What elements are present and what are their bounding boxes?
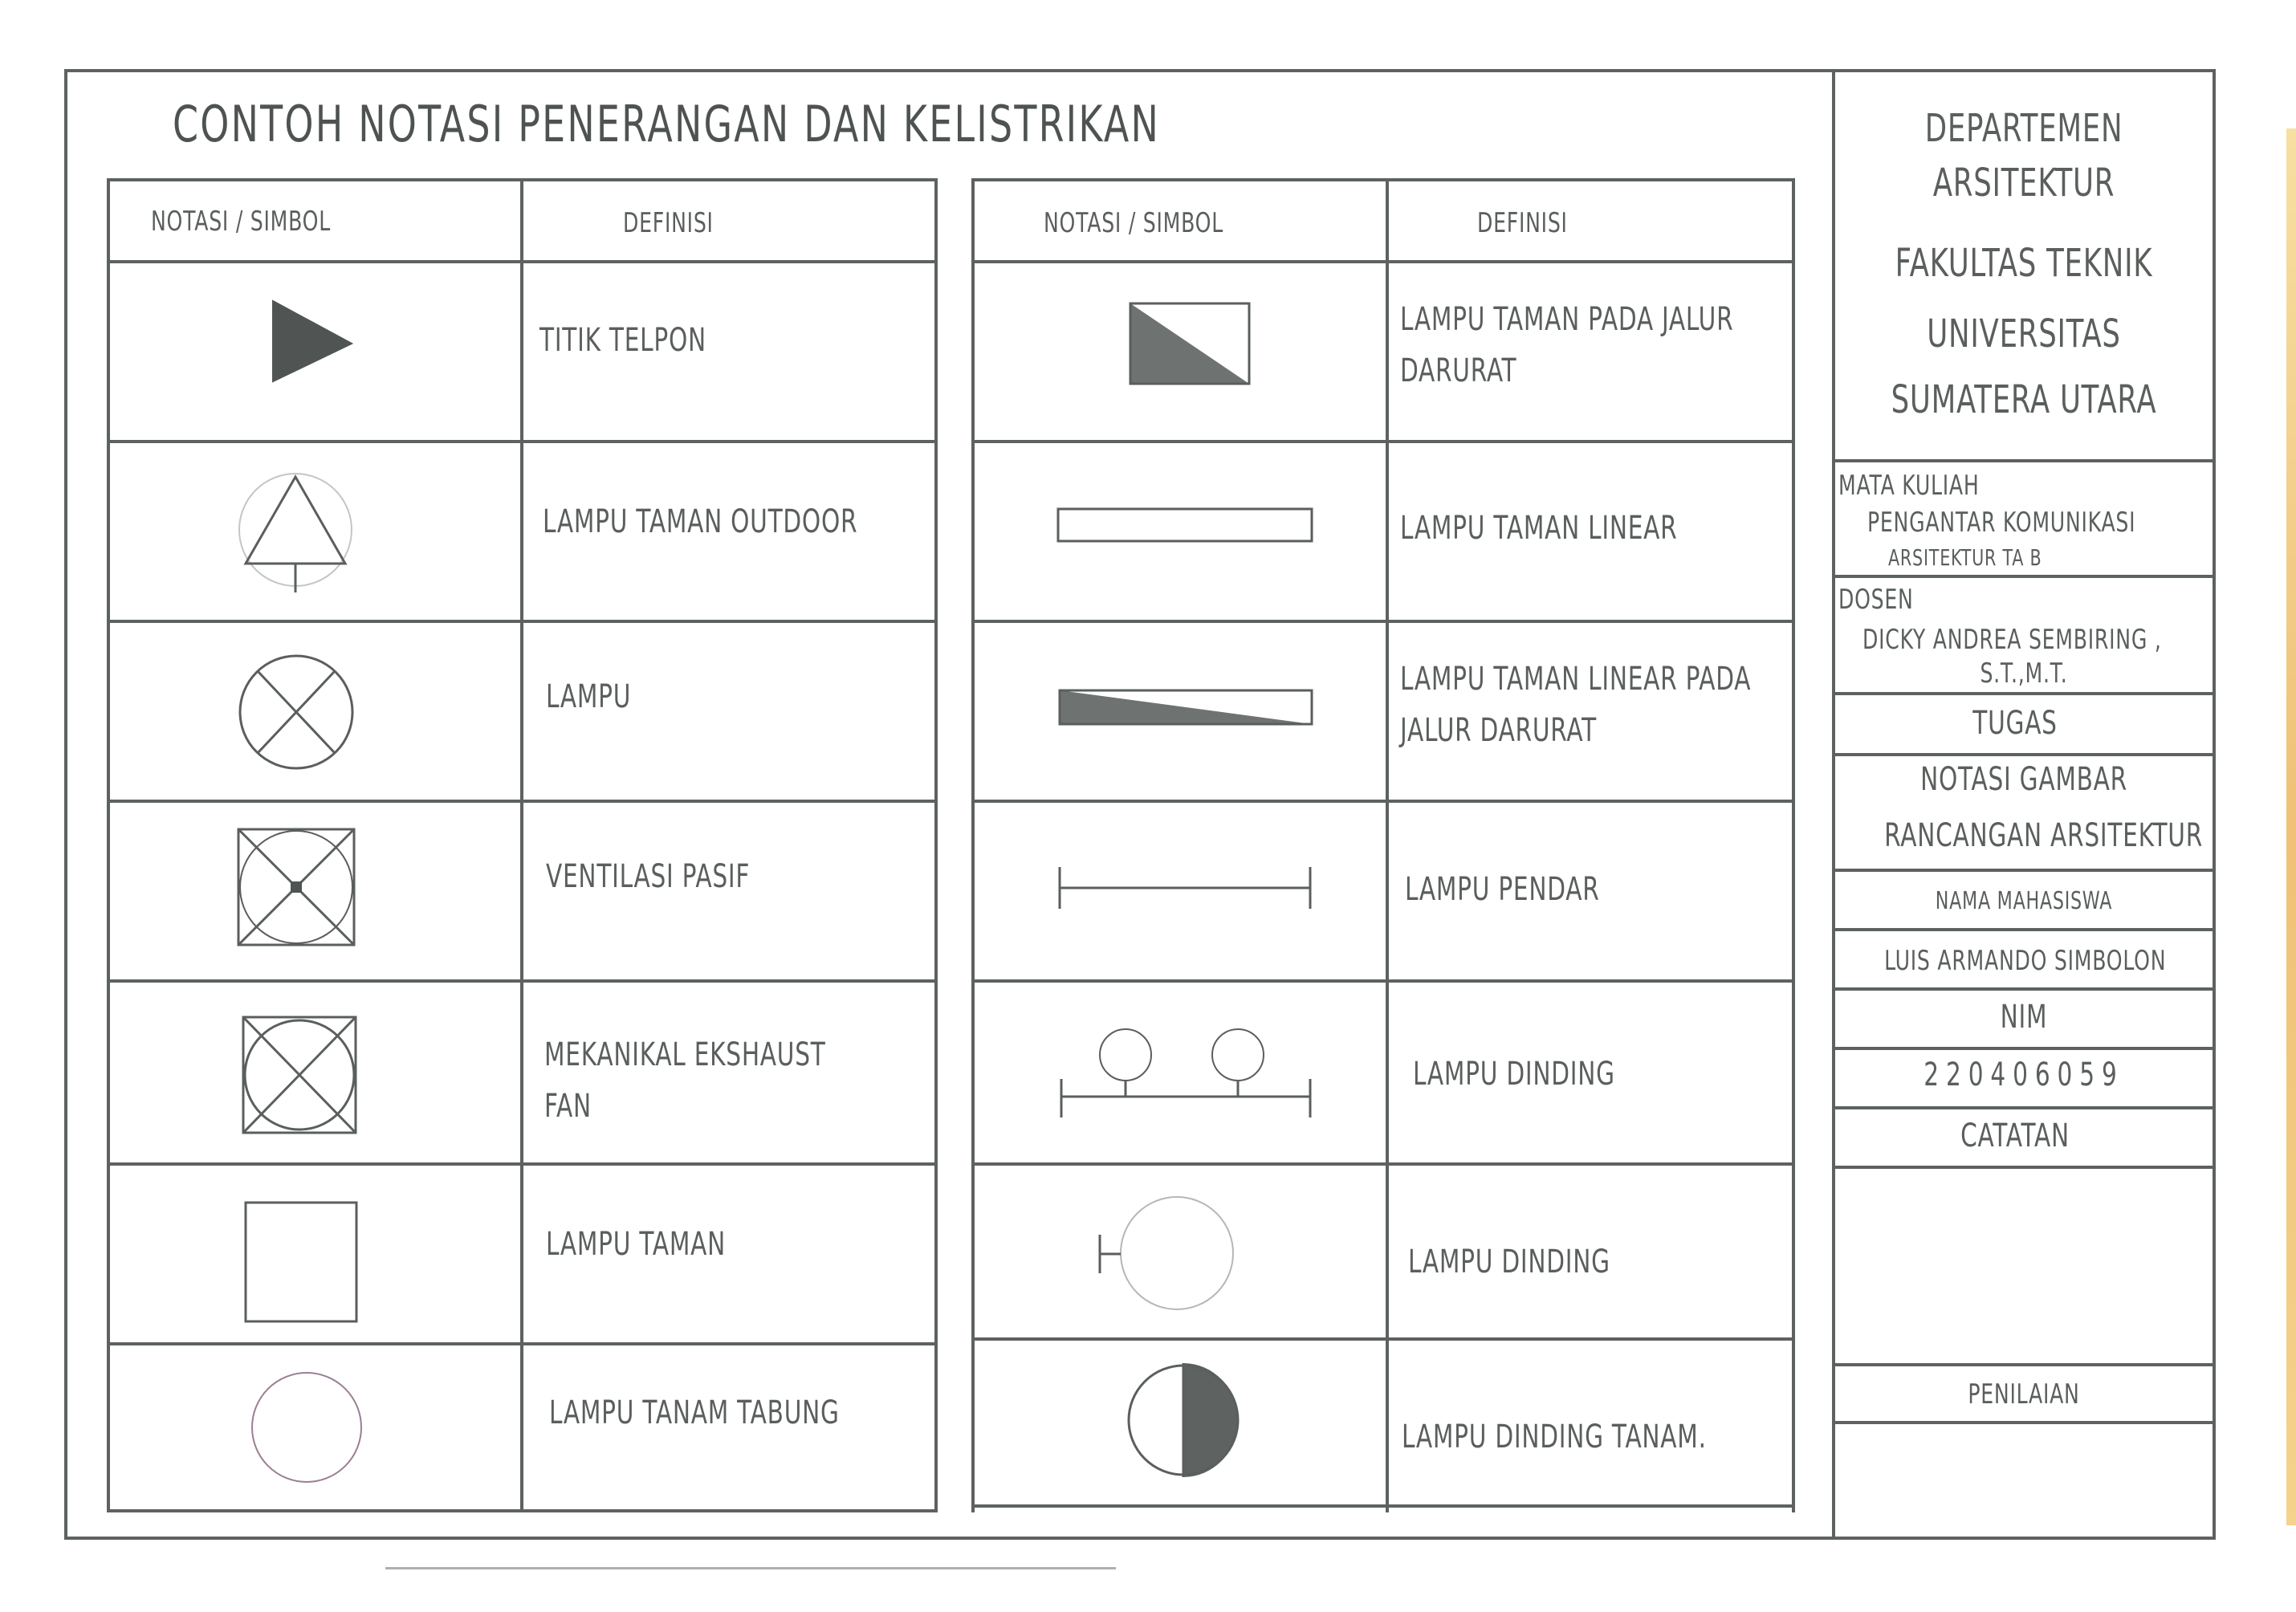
- department-name-line-1: DEPARTEMEN: [1924, 106, 2123, 151]
- row-definition: LAMPU DINDING TANAM.: [1402, 1419, 1707, 1455]
- column-header-symbol: NOTASI / SIMBOL: [151, 206, 331, 238]
- task-label: TUGAS: [1972, 705, 2058, 742]
- grade-label: PENILAIAN: [1968, 1378, 2080, 1410]
- university-name-line-2: SUMATERA UTARA: [1891, 377, 2157, 422]
- row-definition-line-1: LAMPU TAMAN LINEAR PADA: [1400, 661, 1752, 698]
- column-header-definition: DEFINISI: [1477, 207, 1568, 239]
- lecturer-value-line-2: S.T.,M.T.: [1980, 657, 2068, 690]
- row-definition: LAMPU TAMAN LINEAR: [1400, 510, 1678, 547]
- course-label: MATA KULIAH: [1838, 470, 1980, 502]
- telephone-point-icon: [265, 297, 361, 385]
- student-value: LUIS ARMANDO SIMBOLON: [1884, 945, 2167, 977]
- row-definition-line-2: FAN: [544, 1088, 592, 1125]
- university-name-line-1: UNIVERSITAS: [1927, 311, 2121, 356]
- lecturer-value-line-1: DICKY ANDREA SEMBIRING ,: [1862, 624, 2162, 656]
- row-definition: LAMPU PENDAR: [1405, 871, 1600, 908]
- nim-label: NIM: [2000, 999, 2048, 1036]
- linear-garden-lamp-icon: [1056, 507, 1313, 543]
- lamp-icon: [236, 652, 356, 772]
- row-definition-line-2: JALUR DARURAT: [1400, 712, 1597, 749]
- course-value-line-1: PENGANTAR KOMUNIKASI: [1867, 507, 2136, 539]
- outdoor-garden-lamp-icon: [233, 474, 361, 594]
- emergency-garden-lamp-icon: [1129, 302, 1251, 385]
- task-value-line-2: RANCANGAN ARSITEKTUR: [1884, 817, 2204, 854]
- double-wall-lamp-icon: [1058, 1020, 1315, 1124]
- row-definition-line-1: MEKANIKAL EKSHAUST: [544, 1036, 826, 1073]
- garden-lamp-icon: [242, 1199, 360, 1325]
- row-definition: VENTILASI PASIF: [546, 858, 751, 895]
- row-definition: LAMPU DINDING: [1408, 1244, 1610, 1280]
- exhaust-fan-icon: [241, 1015, 358, 1135]
- row-definition: LAMPU TAMAN OUTDOOR: [543, 503, 858, 540]
- column-header-symbol: NOTASI / SIMBOL: [1044, 207, 1223, 239]
- row-definition: TITIK TELPON: [539, 322, 706, 359]
- course-value-line-2: ARSITEKTUR TA B: [1888, 544, 2042, 571]
- column-header-definition: DEFINISI: [623, 207, 714, 239]
- wall-lamp-icon: [1097, 1193, 1235, 1313]
- task-value-line-1: NOTASI GAMBAR: [1920, 761, 2127, 798]
- nim-value: 220406059: [1924, 1056, 2124, 1093]
- row-definition: LAMPU TANAM TABUNG: [549, 1394, 840, 1431]
- page-title: CONTOH NOTASI PENERANGAN DAN KELISTRIKAN: [173, 95, 1161, 153]
- row-definition-line-2: DARURAT: [1400, 352, 1517, 389]
- student-label: NAMA MAHASISWA: [1935, 887, 2113, 915]
- emergency-linear-garden-lamp-icon: [1058, 689, 1313, 726]
- tube-inground-lamp-icon: [249, 1370, 364, 1485]
- recessed-wall-lamp-icon: [1126, 1360, 1241, 1480]
- notes-label: CATATAN: [1960, 1117, 2070, 1154]
- row-definition: LAMPU: [546, 678, 632, 715]
- lecturer-label: DOSEN: [1838, 584, 1914, 616]
- faculty-name: FAKULTAS TEKNIK: [1895, 241, 2153, 286]
- row-definition: LAMPU TAMAN: [546, 1226, 726, 1263]
- row-definition: LAMPU DINDING: [1413, 1056, 1615, 1093]
- fluorescent-lamp-icon: [1056, 864, 1313, 912]
- scan-edge-strip: [2286, 128, 2296, 1525]
- department-name-line-2: ARSITEKTUR: [1932, 161, 2115, 206]
- row-definition-line-1: LAMPU TAMAN PADA JALUR: [1400, 301, 1734, 338]
- passive-ventilation-icon: [236, 827, 356, 947]
